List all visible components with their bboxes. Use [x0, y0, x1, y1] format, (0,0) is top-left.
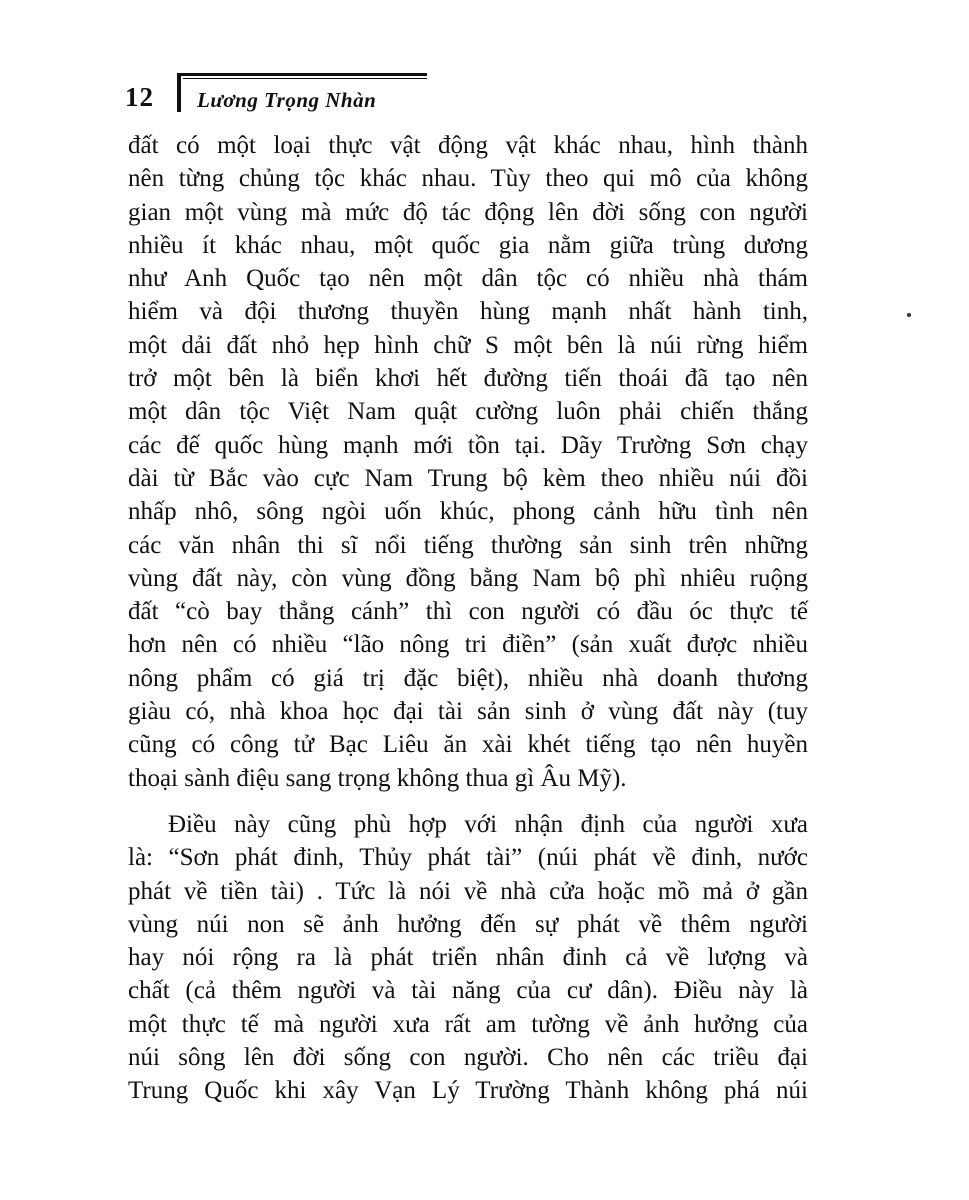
text-line: Điều này cũng phù hợp với nhận định của người xưa [168, 810, 808, 838]
page-number: 12 [125, 82, 154, 112]
paragraph-1 [128, 129, 808, 795]
text-line: các đế quốc hùng mạnh mới tồn tại. Dãy Trường Sơn chạy [128, 431, 808, 459]
text-line: nên từng chủng tộc khác nhau. Tùy theo qui mô của không [128, 165, 808, 193]
text-line: giàu có, nhà khoa học đại tài sản sinh ở vùng đất này (tuy [128, 698, 808, 726]
text-line: một thực tế mà người xưa rất am tường về ảnh hưởng của [128, 1010, 808, 1038]
text-line: vùng núi non sẽ ảnh hưởng đến sự phát về thêm người [128, 910, 808, 938]
text-line: là: “Sơn phát đinh, Thủy phát tài” (núi phát về đinh, nước [128, 844, 808, 872]
text-line: thoại sành điệu sang trọng không thua gì Âu Mỹ). [128, 764, 627, 792]
text-line: nông phẩm có giá trị đặc biệt), nhiều nhà doanh thương [128, 664, 808, 692]
text-line: nhiều ít khác nhau, một quốc gia nằm giữa trùng dương [128, 231, 808, 259]
text-line: vùng đất này, còn vùng đồng bằng Nam bộ phì nhiêu ruộng [128, 564, 808, 592]
running-header [125, 70, 430, 115]
text-line: nhấp nhô, sông ngòi uốn khúc, phong cảnh hữu tình nên [128, 498, 808, 526]
text-line: Trung Quốc khi xây Vạn Lý Trường Thành không phá núi [128, 1077, 808, 1105]
text-line: hay nói rộng ra là phát triển nhân đinh cả về lượng và [128, 944, 808, 972]
body-text [128, 129, 808, 1108]
text-line: hơn nên có nhiều “lão nông tri điền” (sản xuất được nhiều [128, 631, 808, 659]
text-line: gian một vùng mà mức độ tác động lên đời sống con người [128, 198, 808, 226]
scan-speck [907, 313, 911, 317]
text-line: trở một bên là biển khơi hết đường tiến thoái đã tạo nên [128, 365, 808, 393]
text-line: dài từ Bắc vào cực Nam Trung bộ kèm theo nhiều núi đồi [128, 464, 808, 492]
text-line: cũng có công tử Bạc Liêu ăn xài khét tiếng tạo nên huyền [128, 731, 808, 759]
text-line: hiểm và đội thương thuyền hùng mạnh nhất hành tinh, [128, 298, 808, 326]
header-divider [177, 74, 181, 112]
text-line: đất “cò bay thẳng cánh” thì con người có đầu óc thực tế [128, 598, 808, 626]
text-line: chất (cả thêm người và tài năng của cư dân). Điều này là [128, 977, 808, 1005]
text-line: một dải đất nhỏ hẹp hình chữ S một bên là núi rừng hiểm [128, 331, 808, 359]
text-line: các văn nhân thi sĩ nổi tiếng thường sản sinh trên những [128, 531, 808, 559]
author-name: Lương Trọng Nhàn [197, 88, 377, 112]
text-line: một dân tộc Việt Nam quật cường luôn phải chiến thắng [128, 398, 808, 426]
paragraph-2 [128, 808, 808, 1108]
text-line: phát về tiền tài) . Tức là nói về nhà cửa hoặc mồ mả ở gần [128, 877, 808, 905]
header-rule-bottom [183, 78, 427, 79]
paragraph-spacer [128, 795, 808, 808]
text-line: như Anh Quốc tạo nên một dân tộc có nhiều nhà thám [128, 265, 808, 293]
text-line: đất có một loại thực vật động vật khác nhau, hình thành [128, 132, 808, 159]
header-rule-top [177, 73, 427, 76]
text-line: núi sông lên đời sống con người. Cho nên các triều đại [128, 1044, 808, 1072]
